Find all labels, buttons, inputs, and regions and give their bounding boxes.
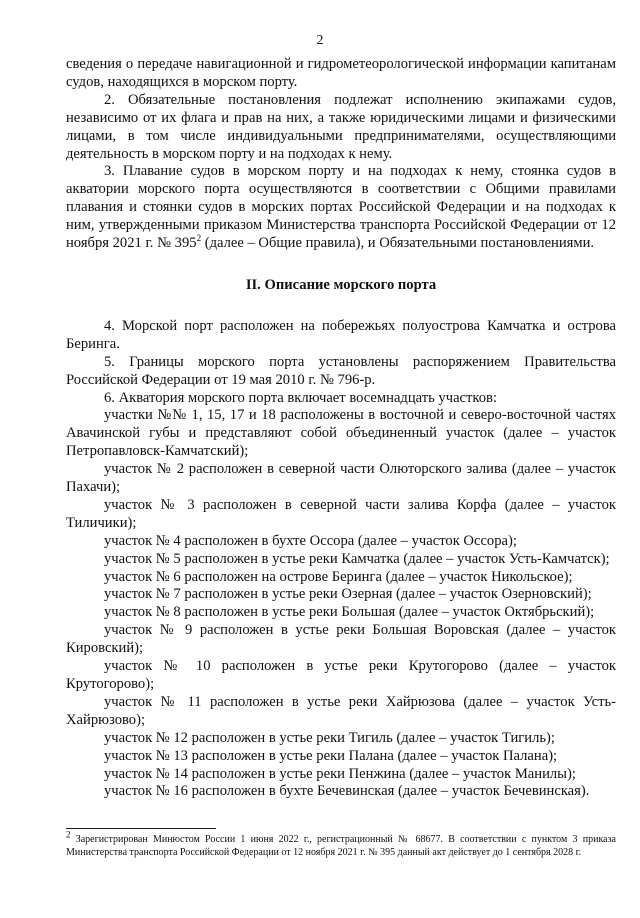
list-item: участок № 8 расположен в устье реки Большая (далее – участок Октябрьский); [104,604,595,621]
list-item: участок № 13 расположен в устье реки Палана (далее – участок Палана); [104,747,558,764]
list-item: участок № 16 расположен в бухте Бечевинская (далее – участок Бечевинская). [104,783,590,800]
paragraph-4: 4. Морской порт расположен на побережьях полуострова Камчатка и острова Беринга. [66,317,616,352]
list-item: участок № 3 расположен в северной части залива Корфа (далее – участок Тиличики); [66,496,616,531]
section-heading: II. Описание морского порта [245,276,437,293]
page-number: 2 [316,33,324,48]
footnote-marker: 2 [66,829,71,840]
paragraph-3 [66,163,616,253]
paragraph-continuation: сведения о передаче навигационной и гидрометеорологической информации капитанам судов, находящихся в морском порту. [66,56,616,90]
list-item: участок № 11 расположен в устье реки Хайрюзова (далее – участок Усть-Хайрюзово); [66,693,616,728]
list-item: участок № 10 расположен в устье реки Крутогорово (далее – участок Крутогорово); [66,658,616,692]
list-item: участок № 5 расположен в устье реки Камчатка (далее – участок Усть-Камчатск); [104,550,610,567]
footnote [66,829,616,859]
document-body [66,56,616,801]
paragraph-6: 6. Акватория морского порта включает восемнадцать участков: [104,389,497,406]
paragraph-5: 5. Границы морского порта установлены распоряжением Правительства Российской Федерации от 19 мая 2010 г. № 796-р. [66,353,616,388]
list-item: участок № 9 расположен в устье реки Большая Воровская (далее – участок Кировский); [66,622,616,657]
list-item: участок № 6 расположен на острове Беринга (далее – участок Никольское); [104,568,573,585]
list-item: участок № 2 расположен в северной части Олюторского залива (далее – участок Пахачи); [66,461,616,496]
paragraph-3-text: 3. Плавание судов в морском порту и на подходах к нему, стоянка судов в акватории морского порта осуществляются в соответствии с Общими правилами плавания и стоянки судов в морских портах Российской Федерации и на подходах к ним, утвержденными приказом Министерства транспорта Российской Федерации от 12 ноября 2021 г. № 395 [66,163,616,252]
footnote-text: Зарегистрирован Минюстом России 1 июня 2022 г., регистрационный № 68677. В соответствии с пунктом 3 приказа Министерства транспорта Российской Федерации от 12 ноября 2021 г. № 395 данный акт действует до 1 сентября 2028 г. [66,834,616,858]
footnote-divider [66,828,216,829]
paragraph-2: 2. Обязательные постановления подлежат исполнению экипажами судов, независимо от их флага и прав на них, а также юридическими лицами и физическими лицами, в том числе индивидуальными предпринимателями, осуществляющими деятельность в морском порту и на подходах к нему. [66,91,616,162]
footnote-ref: 2 [196,233,202,244]
list-item: участки №№ 1, 15, 17 и 18 расположены в восточной и северо-восточной частях Авачинской губы и представляют собой объединенный участок (далее – участок Петропавловск-Камчатский); [66,407,616,460]
list-item: участок № 14 расположен в устье реки Пенжина (далее – участок Манилы); [104,765,576,782]
list-item: участок № 4 расположен в бухте Оссора (далее – участок Оссора); [104,532,517,549]
paragraph-3-text-end: (далее – Общие правила), и Обязательными постановлениями. [201,235,595,252]
list-item: участок № 7 расположен в устье реки Озерная (далее – участок Озерновский); [104,586,592,603]
list-item: участок № 12 расположен в устье реки Тигиль (далее – участок Тигиль); [104,729,555,746]
